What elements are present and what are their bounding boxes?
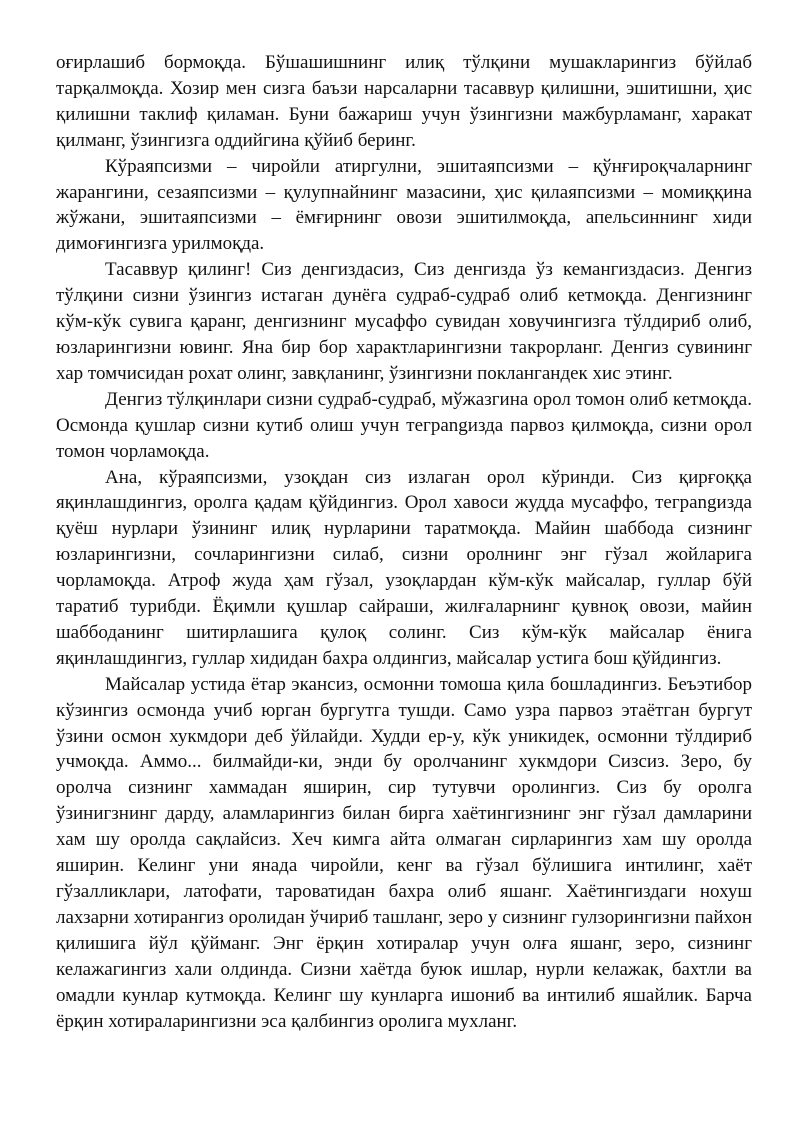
paragraph-6: Майсалар устида ётар экансиз, осмонни томоша қила бошладингиз. Беъэтибор кўзингиз осмонда учиб юрган бургутга тушди. Само узра парвоз этаётган бургут ўзини осмон хукмдори деб ўйлайди. Худди ер-у, кўк уникидек, осмонни тўлдириб учмоқда. Аммо... билмайди-ки, энди бу оролчанинг хукмдори Сизсиз. Зеро, бу оролча сизнинг хаммадан яширин, сир тутувчи оролингиз. Сиз бу оролга ўзинигзнинг дарду, аламларингиз билан бирга хаётингизнинг энг гўзал дамларини хам шу оролда сақлайсиз. Хеч кимга айта олмаган сирларингиз хам шу оролда яширин. Келинг уни янада чиройли, кенг ва гўзал бўлишига интилинг, хаёт гўзалликлари, латофати, тароватидан бахра олиб яшанг. Хаётингиздаги нохуш лахзарни хотирангиз оролидан ўчириб ташланг, зеро у сизнинг гулзорингизни пайхон қилишига йўл қўйманг. Энг ёрқин хотиралар учун олға яшанг, зеро, сизнинг келажагингиз хали олдинда. Сизни хаётда буюк ишлар, нурли келажак, бахтли ва омадли кунлар кутмоқда. Келинг шу кунларга ишониб ва интилиб яшайлик. Барча ёрқин хотираларингизни эса қалбингиз оролига мухланг. (56, 673, 752, 1032)
paragraph-2: Кўраяпсизми – чиройли атиргулни, эшитаяпсизми – қўнғироқчаларнинг жарангини, сезаяпсизми – қулупнайнинг мазасини, ҳис қилаяпсизми – момиққина жўжани, эшитаяпсизми – ёмғирнинг овози эшитилмоқда, апельсиннинг хиди димоғингизга урилмоқда. (56, 155, 752, 255)
paragraph-1: оғирлашиб бормоқда. Бўшашишнинг илиқ тўлқини мушакларингиз бўйлаб тарқалмоқда. Хозир мен сизга баъзи нарсаларни тасаввур қилишни, эшитишни, ҳис қилишни таклиф қиламан. Буни бажариш учун ўзингизни мажбурламанг, харакат қилманг, ўзингизга оддийгина қўйиб беринг. (56, 52, 752, 151)
paragraph-5: Ана, кўраяпсизми, узоқдан сиз излаган орол кўринди. Сиз қирғоққа яқинлашдингиз, оролга қадам қўйдингиз. Орол хавоси жудда мусаффо, теграngизда қуёш нурлари ўзининг илиқ нурларини таратмоқда. Майин шаббода сизнинг юзларингизни, сочларингизни силаб, сизни оролнинг энг гўзал жойларига чорламоқда. Атроф жуда ҳам гўзал, узоқлардан кўм-кўк майсалар, гуллар бўй таратиб турибди. Ёқимли қушлар сайраши, жилғаларнинг қувноқ овози, майин шаббоданинг шитирлашига қулоқ солинг. Сиз кўм-кўк майсалар ёнига яқинлашдингиз, гуллар хидидан бахра олдингиз, майсалар устига бош қўйдингиз. (56, 466, 752, 669)
paragraph-3: Тасаввур қилинг! Сиз денгиздасиз, Сиз денгизда ўз кемангиздасиз. Денгиз тўлқини сизни ўзингиз истаган дунёга судраб-судраб олиб кетмоқда. Денгизнинг кўм-кўк сувига қаранг, денгизнинг мусаффо сувидан ховучингизга тўлдириб олиб, юзларингизни ювинг. Яна бир бор характларингизни такрорланг. Денгиз сувининг хар томчисидан рохат олинг, завқланинг, ўзингизни поклангандек хис этинг. (56, 259, 752, 384)
paragraph-4: Денгиз тўлқинлари сизни судраб-судраб, мўжазгина орол томон олиб кетмоқда. Осмонда қушлар сизни кутиб олиш учун теграngизда парвоз қилмоқда, сизни орол томон чорламоқда. (56, 388, 752, 462)
document-page (56, 50, 752, 1034)
